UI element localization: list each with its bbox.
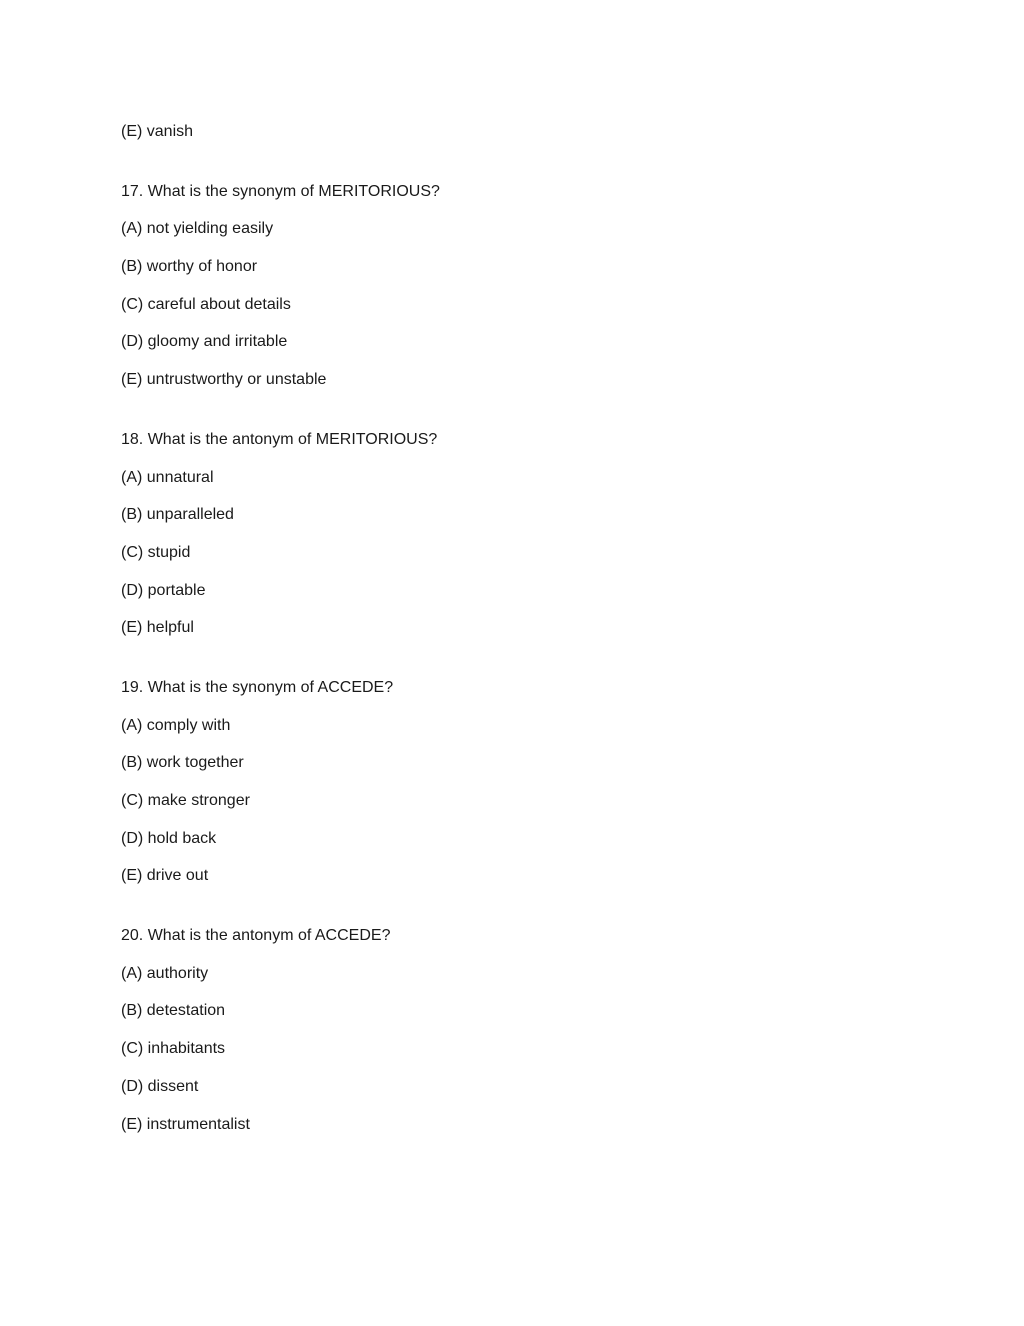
option-b: (B) work together xyxy=(121,754,244,772)
option-d: (D) hold back xyxy=(121,829,217,847)
document-page xyxy=(121,121,921,1151)
option-b: (B) unparalleled xyxy=(121,506,234,524)
option-c: (C) inhabitants xyxy=(121,1040,226,1058)
question-18 xyxy=(121,429,921,639)
option-b: (B) worthy of honor xyxy=(121,258,258,276)
option-b: (B) detestation xyxy=(121,1002,226,1020)
question-prompt: 19. What is the synonym of ACCEDE? xyxy=(121,678,394,696)
option-e-vanish: (E) vanish xyxy=(121,123,194,140)
option-e: (E) instrumentalist xyxy=(121,1115,250,1133)
option-a: (A) not yielding easily xyxy=(121,220,274,238)
option-a: (A) authority xyxy=(121,964,209,982)
option-d: (D) portable xyxy=(121,581,206,599)
question-20 xyxy=(121,925,921,1135)
question-prompt: 20. What is the antonym of ACCEDE? xyxy=(121,927,391,945)
option-c: (C) make stronger xyxy=(121,792,250,809)
option-c: (C) careful about details xyxy=(121,295,291,313)
option-d: (D) dissent xyxy=(121,1077,199,1095)
option-e: (E) untrustworthy or unstable xyxy=(121,371,327,389)
option-e: (E) helpful xyxy=(121,619,194,637)
question-17 xyxy=(121,181,921,391)
option-a: (A) unnatural xyxy=(121,468,214,486)
option-a: (A) comply with xyxy=(121,716,231,734)
option-d: (D) gloomy and irritable xyxy=(121,333,288,351)
question-prompt: 17. What is the synonym of MERITORIOUS? xyxy=(121,182,440,200)
option-c: (C) stupid xyxy=(121,543,191,561)
previous-question-tail xyxy=(121,121,921,143)
option-e: (E) drive out xyxy=(121,867,209,885)
question-19 xyxy=(121,677,921,887)
question-prompt: 18. What is the antonym of MERITORIOUS? xyxy=(121,430,438,448)
